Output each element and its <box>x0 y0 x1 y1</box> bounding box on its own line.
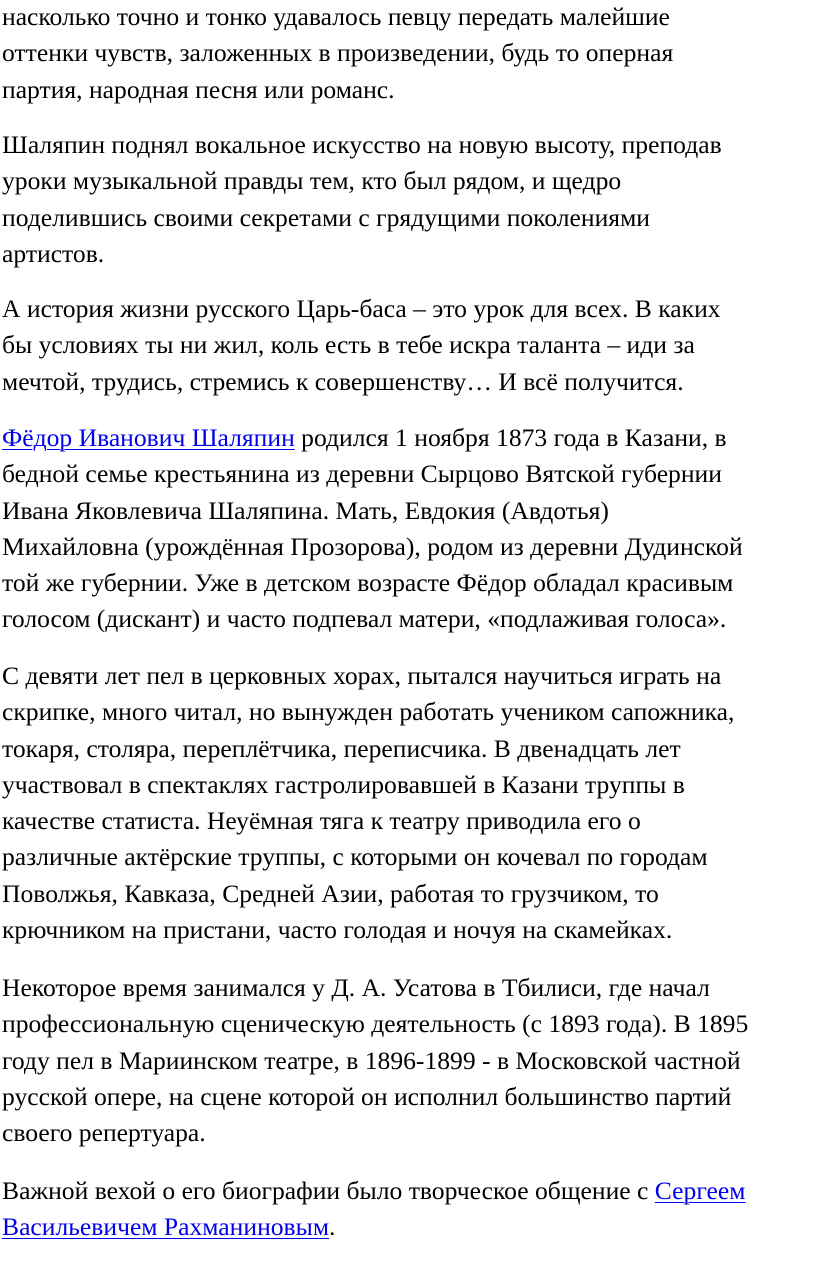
text-line: Поволжья, Кавказа, Средней Азии, работая то грузчиком, то <box>2 878 659 908</box>
text-line: оттенки чувств, заложенных в произведении, будь то оперная <box>2 38 674 68</box>
text-line: Михайловна (урождённая Прозорова), родом из деревни Дудинской <box>2 531 743 561</box>
text-line: бедной семье крестьянина из деревни Сырцово Вятской губернии <box>2 459 722 489</box>
paragraph-birth <box>2 420 816 638</box>
paragraph-career-start <box>2 970 816 1151</box>
text-line: Некоторое время занимался у Д. А. Усатова в Тбилиси, где начал <box>2 973 710 1002</box>
paragraph-vocal-art <box>2 127 816 272</box>
paragraph-singer-nuances <box>2 0 816 108</box>
text-line <box>2 1209 816 1245</box>
text-line <box>2 1173 816 1209</box>
text-line: С девяти лет пел в церковных хорах, пытался научиться играть на <box>2 661 722 690</box>
text-line: партия, народная песня или романс. <box>2 74 395 104</box>
text-line: году пел в Мариинском театре, в 1896-1899 - в Московской частной <box>2 1045 741 1075</box>
text-line: русской опере, на сцене которой он исполнил большинство партий <box>2 1081 732 1111</box>
link-fyodor-chaliapin[interactable]: Фёдор Иванович Шаляпин <box>2 423 295 452</box>
text-line: той же губернии. Уже в детском возрасте Фёдор обладал красивым <box>2 568 734 598</box>
text-line: профессиональную сценическую деятельность (с 1893 года). В 1895 <box>2 1009 749 1039</box>
text-line: мечтой, трудись, стремись к совершенству… И всё получится. <box>2 366 684 396</box>
text-run: родился 1 ноября 1873 года в Казани, в <box>294 423 727 452</box>
paragraph-rachmaninoff <box>2 1173 816 1246</box>
text-line: насколько точно и тонко удавалось певцу передать малейшие <box>2 2 670 31</box>
text-line: своего репертуара. <box>2 1118 206 1148</box>
paragraph-childhood <box>2 658 816 948</box>
text-line: токаря, столяра, переплётчика, переписчика. В двенадцать лет <box>2 733 681 763</box>
link-sergei-rachmaninoff-part2[interactable]: Васильевичем Рахманиновым <box>2 1212 330 1242</box>
text-run: . <box>329 1212 336 1242</box>
text-line: различные актёрские труппы, с которыми он кочевал по городам <box>2 842 708 872</box>
text-line: скрипке, много читал, но вынужден работать учеником сапожника, <box>2 697 735 727</box>
paragraph-life-lesson <box>2 291 816 400</box>
text-line: бы условиях ты ни жил, коль есть в тебе искра таланта – иди за <box>2 330 695 360</box>
text-line: участвовал в спектаклях гастролировавшей в Казани труппы в <box>2 769 685 799</box>
text-line: Шаляпин поднял вокальное искусство на новую высоту, преподав <box>2 130 722 159</box>
text-line: уроки музыкальной правды тем, кто был рядом, и щедро <box>2 166 622 196</box>
text-line: А история жизни русского Царь-баса – это урок для всех. В каких <box>2 294 721 323</box>
text-line: крючником на пристани, часто голодая и ночуя на скамейках. <box>2 915 673 945</box>
text-line <box>2 420 816 456</box>
text-line: качестве статиста. Неуёмная тяга к театру приводила его о <box>2 806 641 836</box>
link-sergei-rachmaninoff-part1[interactable]: Сергеем <box>654 1176 746 1205</box>
text-line: артистов. <box>2 238 105 268</box>
text-run: Важной вехой о его биографии было творческое общение с <box>2 1176 655 1205</box>
text-line: Ивана Яковлевича Шаляпина. Мать, Евдокия (Авдотья) <box>2 495 609 525</box>
text-line: голосом (дискант) и часто подпевал матери, «подлаживая голоса». <box>2 604 727 634</box>
text-line: поделившись своими секретами с грядущими поколениями <box>2 202 650 232</box>
